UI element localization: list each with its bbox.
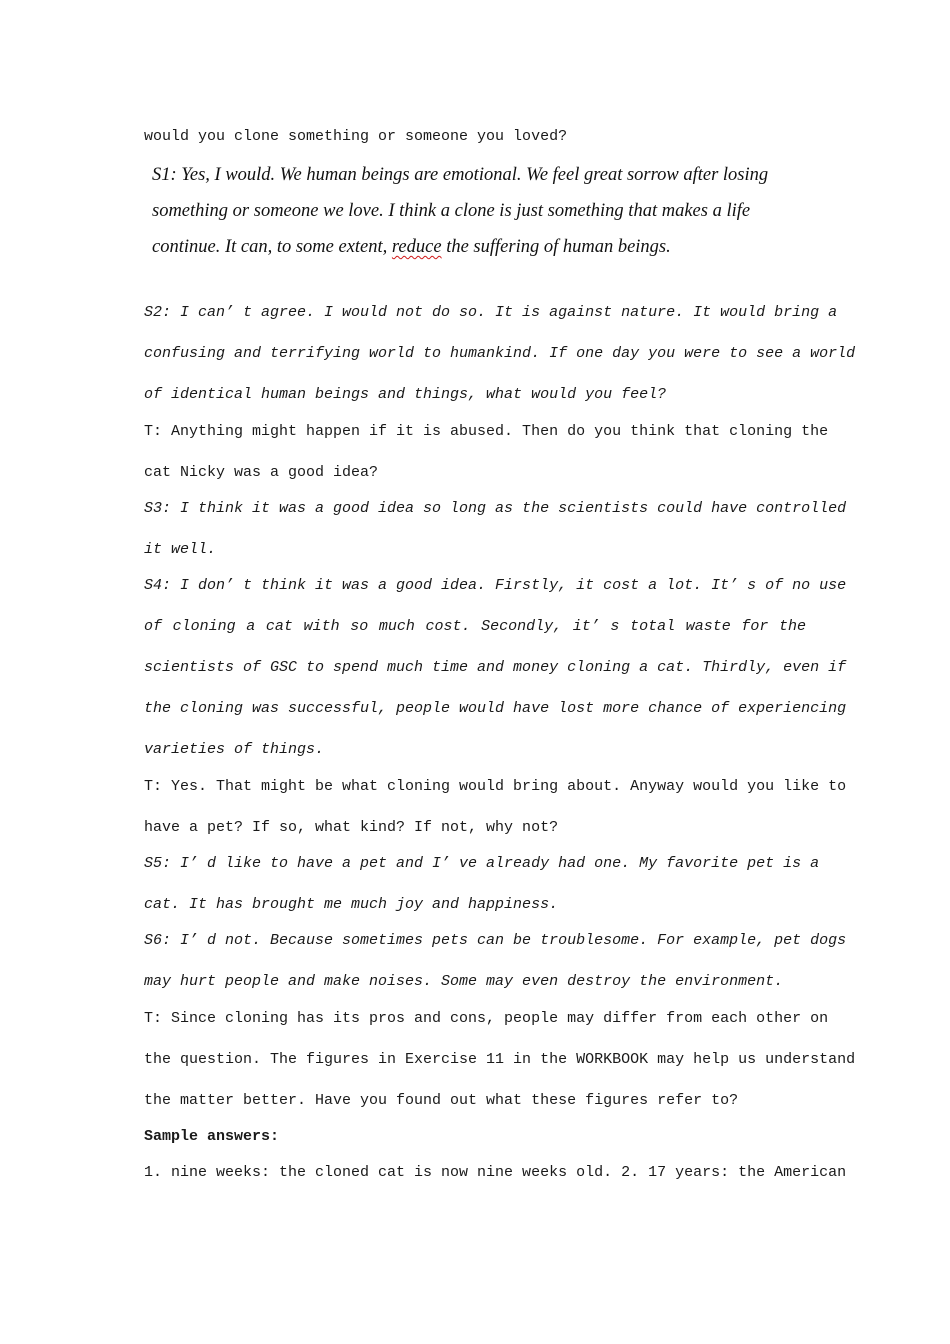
s5-line-1: S5: I’ d like to have a pet and I’ ve already had one. My favorite pet is a: [144, 855, 820, 872]
s4-line-4: the cloning was successful, people would have lost more chance of experiencing: [144, 700, 847, 717]
s5-line-2: cat. It has brought me much joy and happiness.: [144, 896, 559, 913]
s2-line-1: S2: I can’ t agree. I would not do so. It is against nature. It would bring a: [144, 304, 838, 321]
t1-line-1: T: Anything might happen if it is abused. Then do you think that cloning the: [144, 423, 829, 440]
t3-line-3: the matter better. Have you found out what these figures refer to?: [144, 1092, 739, 1109]
quote-s1-line-3-end: the suffering of human beings.: [441, 237, 671, 257]
s6-line-1: S6: I’ d not. Because sometimes pets can be troublesome. For example, pet dogs: [144, 932, 847, 949]
s4-line-2: of cloning a cat with so much cost. Secondly, it’ s total waste for the: [144, 618, 806, 635]
t1-line-2: cat Nicky was a good idea?: [144, 464, 379, 481]
sample-answer-line-1: 1. nine weeks: the cloned cat is now nine weeks old. 2. 17 years: the American: [144, 1164, 847, 1181]
t3-line-1: T: Since cloning has its pros and cons, people may differ from each other on: [144, 1010, 829, 1027]
t2-line-1: T: Yes. That might be what cloning would bring about. Anyway would you like to: [144, 778, 847, 795]
sample-answers-heading: Sample answers:: [144, 1128, 280, 1145]
t2-line-2: have a pet? If so, what kind? If not, why not?: [144, 819, 559, 836]
s3-line-1: S3: I think it was a good idea so long as the scientists could have controlled: [144, 500, 847, 517]
quote-s1-line-1: S1: Yes, I would. We human beings are emotional. We feel great sorrow after losing: [152, 165, 769, 185]
s4-line-5: varieties of things.: [144, 741, 325, 758]
s6-line-2: may hurt people and make noises. Some may even destroy the environment.: [144, 973, 784, 990]
intro-question: would you clone something or someone you loved?: [144, 128, 568, 145]
spellcheck-flagged-word: reduce: [391, 237, 442, 257]
s2-line-2: confusing and terrifying world to humankind. If one day you were to see a world: [144, 345, 856, 362]
quote-s1-line-3: [152, 236, 784, 258]
quote-s1-line-2: something or someone we love. I think a clone is just something that makes a life: [152, 201, 751, 221]
s4-line-3: scientists of GSC to spend much time and money cloning a cat. Thirdly, even if: [144, 659, 847, 676]
s2-line-3: of identical human beings and things, what would you feel?: [144, 386, 667, 403]
quote-s1-line-3-start: continue. It can, to some extent,: [152, 237, 392, 257]
s4-line-1: S4: I don’ t think it was a good idea. Firstly, it cost a lot. It’ s of no use: [144, 577, 847, 594]
t3-line-2: the question. The figures in Exercise 11 in the WORKBOOK may help us understand: [144, 1051, 856, 1068]
s3-line-2: it well.: [144, 541, 217, 558]
